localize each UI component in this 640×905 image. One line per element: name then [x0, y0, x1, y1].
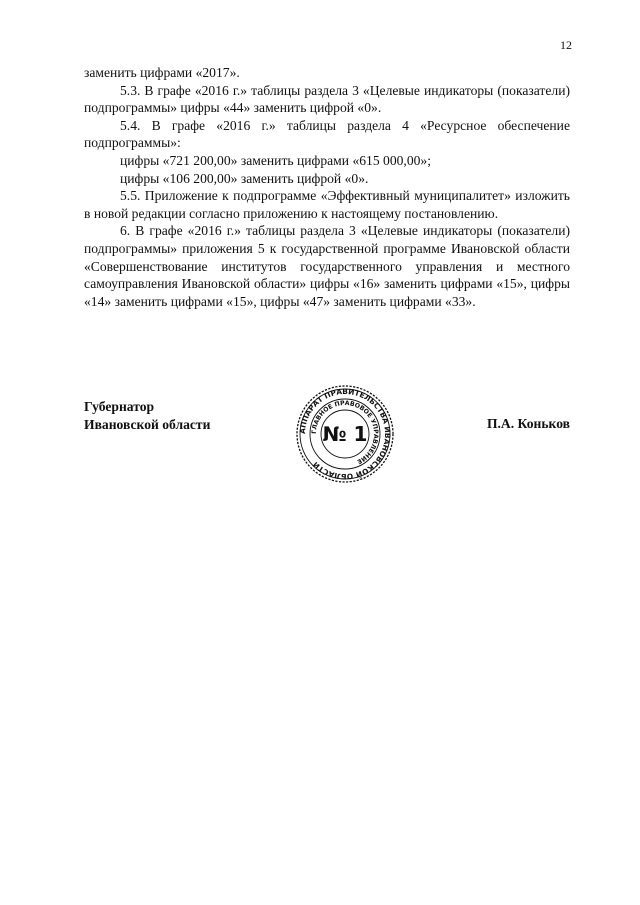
signatory-title-line-2: Ивановской области	[84, 416, 211, 432]
signature-block	[84, 386, 570, 488]
seal-graphic	[295, 384, 395, 484]
page-number: 12	[560, 38, 572, 52]
signatory-title	[84, 398, 210, 433]
seal-outer-text: АППАРАТ ПРАВИТЕЛЬСТВА ИВАНОВСКОЙ ОБЛАСТИ	[297, 386, 393, 482]
paragraph-6: 6. В графе «2016 г.» таблицы раздела 3 «Целевые индикаторы (показатели) подпрограммы» приложения 5 к государственной программе Ивановской области «Совершенствование институтов государственного управления и местного самоуправления Ивановской области» цифры «16» заменить цифрами «15», цифры «14» заменить цифрами «15», цифры «47» заменить цифрами «33».	[84, 223, 570, 309]
paragraph-1: заменить цифрами «2017».	[84, 65, 240, 80]
signatory-name: П.А. Коньков	[486, 416, 570, 431]
paragraph-5-3: 5.3. В графе «2016 г.» таблицы раздела 3 «Целевые индикаторы (показатели) подпрограммы» цифры «44» заменить цифрой «0».	[84, 82, 570, 116]
paragraph-5-4-item-2: цифры «106 200,00» заменить цифрой «0».	[120, 170, 369, 186]
paragraph-5-4: 5.4. В графе «2016 г.» таблицы раздела 4 «Ресурсное обеспечение подпрограммы»:	[84, 117, 570, 151]
document-body	[84, 64, 570, 310]
seal-inner-text: ГЛАВНОЕ ПРАВОВОЕ УПРАВЛЕНИЕ	[310, 399, 380, 466]
paragraph-5-4-item-1: цифры «721 200,00» заменить цифрами «615 000,00»;	[120, 152, 431, 168]
signatory-title-line-1: Губернатор	[84, 399, 155, 414]
official-seal	[295, 384, 395, 484]
paragraph-5-5: 5.5. Приложение к подпрограмме «Эффективный муниципалитет» изложить в новой редакции согласно приложению к настоящему постановлению.	[84, 188, 570, 221]
seal-center-text: № 1	[322, 422, 368, 446]
